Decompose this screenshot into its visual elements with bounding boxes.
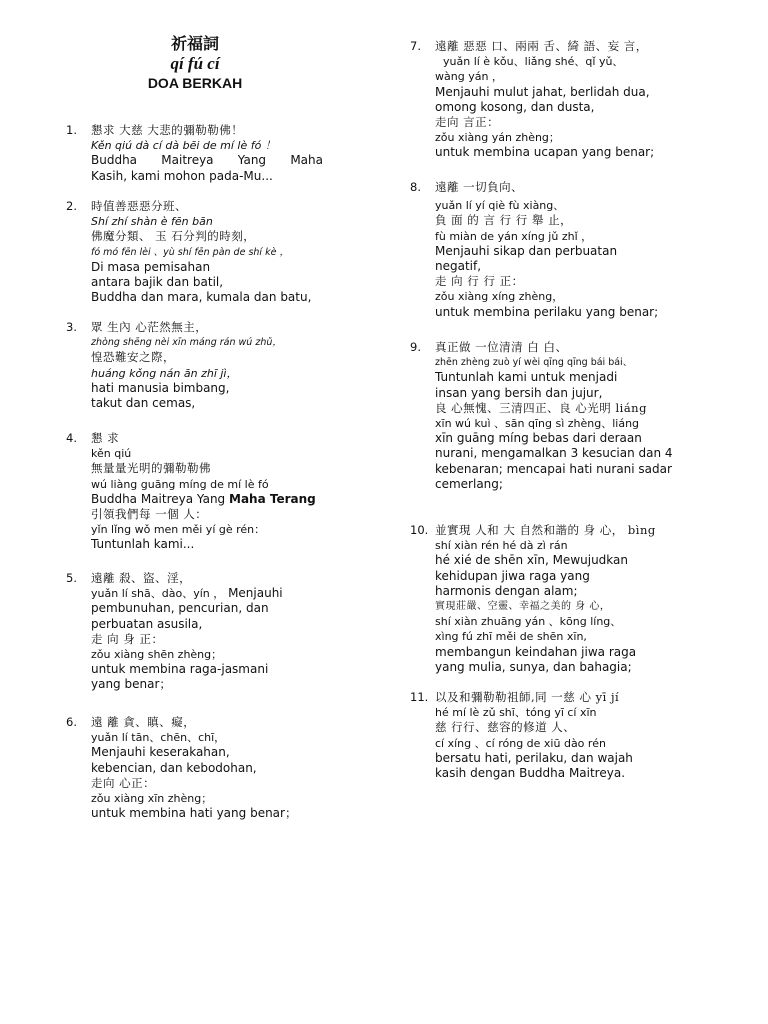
- pinyin-line: shí xiàn rén hé dà zì rán: [435, 539, 568, 553]
- indonesian-line: yang benar；: [91, 677, 172, 692]
- entry-number: 11.: [410, 690, 429, 704]
- chinese-line: 並實現 人和 大 自然和諧的 身 心， bìng: [435, 523, 656, 537]
- chinese-line: 以及和彌勒勒祖師,同 一慈 心 yī jí: [435, 690, 620, 704]
- indonesian-line: pembunuhan, pencurian, dan: [91, 601, 269, 616]
- chinese-line: 無量量光明的彌勒勒佛: [91, 461, 211, 476]
- pinyin-line: zhēn zhèng zuò yí wèi qīng qīng bái bái、: [435, 357, 633, 369]
- entry-lines: [435, 523, 656, 675]
- chinese-line: 走 向 身 正：: [91, 631, 164, 646]
- pinyin-line: shí xiàn zhuāng yán 、kōng líng、: [435, 615, 622, 629]
- justified-line: [91, 153, 323, 168]
- indonesian-line: antara bajik dan batil,: [91, 275, 224, 290]
- indonesian-line: takut dan cemas,: [91, 396, 196, 411]
- title-chinese: 祈福詞: [170, 34, 219, 53]
- entry-number: 6.: [66, 715, 77, 729]
- entry-number: 2.: [66, 199, 77, 213]
- chinese-line: 走向 言正：: [435, 115, 500, 130]
- chinese-line: 佛魔分類、 玉 石分判的時刻，: [91, 229, 256, 244]
- indonesian-line: insan yang bersih dan jujur,: [435, 385, 603, 400]
- text-segment: Menjauhi: [228, 586, 283, 601]
- entry-number: 1.: [66, 123, 77, 137]
- indonesian-line: negatif,: [435, 259, 482, 274]
- chinese-line: 惶恐難安之際，: [91, 350, 175, 365]
- entry-lines: [435, 340, 673, 492]
- entry-lines: [91, 123, 323, 184]
- entry-number: 3.: [66, 320, 77, 334]
- indonesian-line: untuk membina ucapan yang benar;: [435, 145, 655, 160]
- chinese-line: 遠離 殺、盜、淫，: [91, 571, 192, 585]
- pinyin-line: fù miàn de yán xíng jǔ zhǐ ，: [435, 229, 593, 243]
- indonesian-line: harmonis dengan alam;: [435, 583, 578, 598]
- entry-lines: [91, 715, 297, 821]
- word: Buddha: [91, 153, 138, 168]
- chinese-line: 良 心無愧、三清四正、良 心光明 liáng: [435, 400, 647, 415]
- indonesian-line: bersatu hati, perilaku, dan wajah: [435, 750, 633, 765]
- indonesian-line: Menjauhi sikap dan perbuatan: [435, 243, 618, 258]
- indonesian-line: untuk membina raga-jasmani: [91, 662, 269, 677]
- entry-number: 8.: [410, 180, 421, 194]
- entry-number: 7.: [410, 39, 421, 53]
- pinyin-line: yuǎn lí tān、chēn、chī，: [91, 731, 226, 745]
- word: Maitreya: [161, 153, 214, 168]
- indonesian-line: yang mulia, sunya, dan bahagia;: [435, 659, 632, 674]
- pinyin-line: kěn qiú: [91, 447, 132, 461]
- indonesian-line: [91, 492, 316, 507]
- indonesian-line: Di masa pemisahan: [91, 259, 211, 274]
- chinese-line: 遠離 惡惡 口、兩兩 舌、綺 語、妄 言，: [435, 39, 648, 53]
- text-segment: Buddha Maitreya Yang: [91, 491, 226, 506]
- indonesian-line: kehidupan jiwa raga yang: [435, 568, 590, 583]
- chinese-line: 懇 求: [91, 431, 120, 445]
- indonesian-line: nurani, mengamalkan 3 kesucian dan 4: [435, 446, 673, 461]
- chinese-line: 實現莊嚴、空靈、幸福之美的 身 心，: [435, 601, 611, 613]
- entry-lines: [435, 690, 633, 781]
- pinyin-line: cí xíng 、cí róng de xiū dào rén: [435, 736, 606, 750]
- chinese-line: 走 向 行 行 正：: [435, 274, 524, 289]
- chinese-line: 時值善惡惡分班、: [91, 199, 187, 213]
- entry-number: 9.: [410, 340, 421, 354]
- entry-number: 5.: [66, 571, 77, 585]
- title-indonesian: DOA BERKAH: [147, 75, 243, 91]
- pinyin-line: huáng kǒng nán ān zhī jì，: [91, 366, 238, 380]
- indonesian-line: Tuntunlah kami...: [91, 537, 195, 552]
- indonesian-line: kasih dengan Buddha Maitreya.: [435, 766, 626, 781]
- pinyin-line: xìng fú zhī měi de shēn xīn,: [435, 630, 587, 644]
- indonesian-line: untuk membina hati yang benar；: [91, 806, 297, 821]
- chinese-line: 真正做 一位清清 白 白、: [435, 340, 568, 354]
- pinyin-segment: yuǎn lí shā、dào、yín ，: [91, 587, 225, 601]
- indonesian-line: membangun keindahan jiwa raga: [435, 644, 637, 659]
- indonesian-line: omong kosong, dan dusta,: [435, 99, 595, 114]
- pinyin-line: zǒu xiàng shēn zhèng；: [91, 648, 223, 662]
- chinese-line: 遠離 一切負向、: [435, 180, 524, 194]
- entry-lines: [91, 320, 282, 411]
- pinyin-line: Kěn qiú dà cí dà bēi de mí lè fó ！: [91, 139, 276, 153]
- chinese-line: 引領我們每 一個 人：: [91, 507, 208, 522]
- pinyin-line: yǐn lǐng wǒ men měi yí gè rén：: [91, 523, 266, 537]
- indonesian-line: Menjauhi mulut jahat, berlidah dua,: [435, 84, 650, 99]
- title-pinyin: qí fú cí: [170, 54, 220, 73]
- document-title-block: [130, 34, 260, 92]
- indonesian-line: kebencian, dan kebodohan,: [91, 760, 257, 775]
- chinese-line: 走向 心正：: [91, 775, 156, 790]
- pinyin-line: zǒu xiàng xīn zhèng；: [91, 792, 213, 806]
- indonesian-line: kebenaran; mencapai hati nurani sadar: [435, 461, 672, 476]
- entry-lines: [435, 39, 654, 161]
- chinese-line: 慈 行行、慈容的修道 人、: [435, 720, 576, 735]
- pinyin-line: yuǎn lí yí qiè fù xiàng、: [435, 199, 565, 213]
- indonesian-line: hati manusia bimbang,: [91, 380, 230, 395]
- pinyin-line: hé mí lè zǔ shī、tóng yī cí xīn: [435, 706, 597, 720]
- chinese-line: 遠 離 貪、瞋、癡，: [91, 715, 196, 729]
- indonesian-line: perbuatan asusila,: [91, 616, 203, 631]
- entry-lines: [435, 180, 658, 320]
- entry-number: 4.: [66, 431, 77, 445]
- chinese-line: 眾 生內 心茫然無主，: [91, 320, 208, 334]
- mixed-line: [91, 586, 283, 601]
- indonesian-line: Buddha dan mara, kumala dan batu,: [91, 290, 312, 305]
- entry-number: 10.: [410, 523, 429, 537]
- word: Maha: [290, 153, 323, 168]
- pinyin-line: zǒu xiàng xíng zhèng，: [435, 290, 564, 304]
- indonesian-line: xīn guāng míng bebas dari deraan: [435, 431, 642, 446]
- word: Yang: [237, 153, 267, 168]
- entry-lines: [91, 431, 316, 553]
- pinyin-line: zǒu xiàng yán zhèng；: [435, 131, 560, 145]
- pinyin-line: wú liàng guāng míng de mí lè fó: [91, 477, 269, 491]
- mixed-line: hé xié de shēn xīn, Mewujudkan: [435, 553, 628, 568]
- bold-text-segment: Maha Terang: [229, 491, 316, 506]
- indonesian-line: cemerlang;: [435, 476, 503, 491]
- indonesian-line: Tuntunlah kami untuk menjadi: [435, 370, 618, 385]
- pinyin-line: zhòng shēng nèi xīn máng rán wú zhǔ，: [91, 337, 282, 349]
- pinyin-line: fó mó fēn lèi 、yù shí fēn pàn de shí kè ，: [91, 246, 289, 258]
- indonesian-line: Menjauhi keserakahan,: [91, 745, 230, 760]
- pinyin-line: yuǎn lí è kǒu、liǎng shé、qǐ yǔ、: [443, 55, 624, 69]
- entry-lines: [91, 571, 283, 693]
- chinese-line: 負 面 的 言 行 行 舉 止，: [435, 213, 573, 228]
- pinyin-line: xīn wú kuì 、sān qīng sì zhèng、liáng: [435, 417, 640, 431]
- pinyin-line: wàng yán ，: [435, 70, 503, 84]
- indonesian-line: Kasih, kami mohon pada-Mu...: [91, 168, 273, 183]
- chinese-line: 懇求 大慈 大悲的彌勒勒佛！: [91, 123, 244, 137]
- pinyin-line: Shí zhí shàn è fēn bān: [91, 215, 213, 229]
- entry-lines: [91, 199, 311, 305]
- indonesian-line: untuk membina perilaku yang benar;: [435, 304, 659, 319]
